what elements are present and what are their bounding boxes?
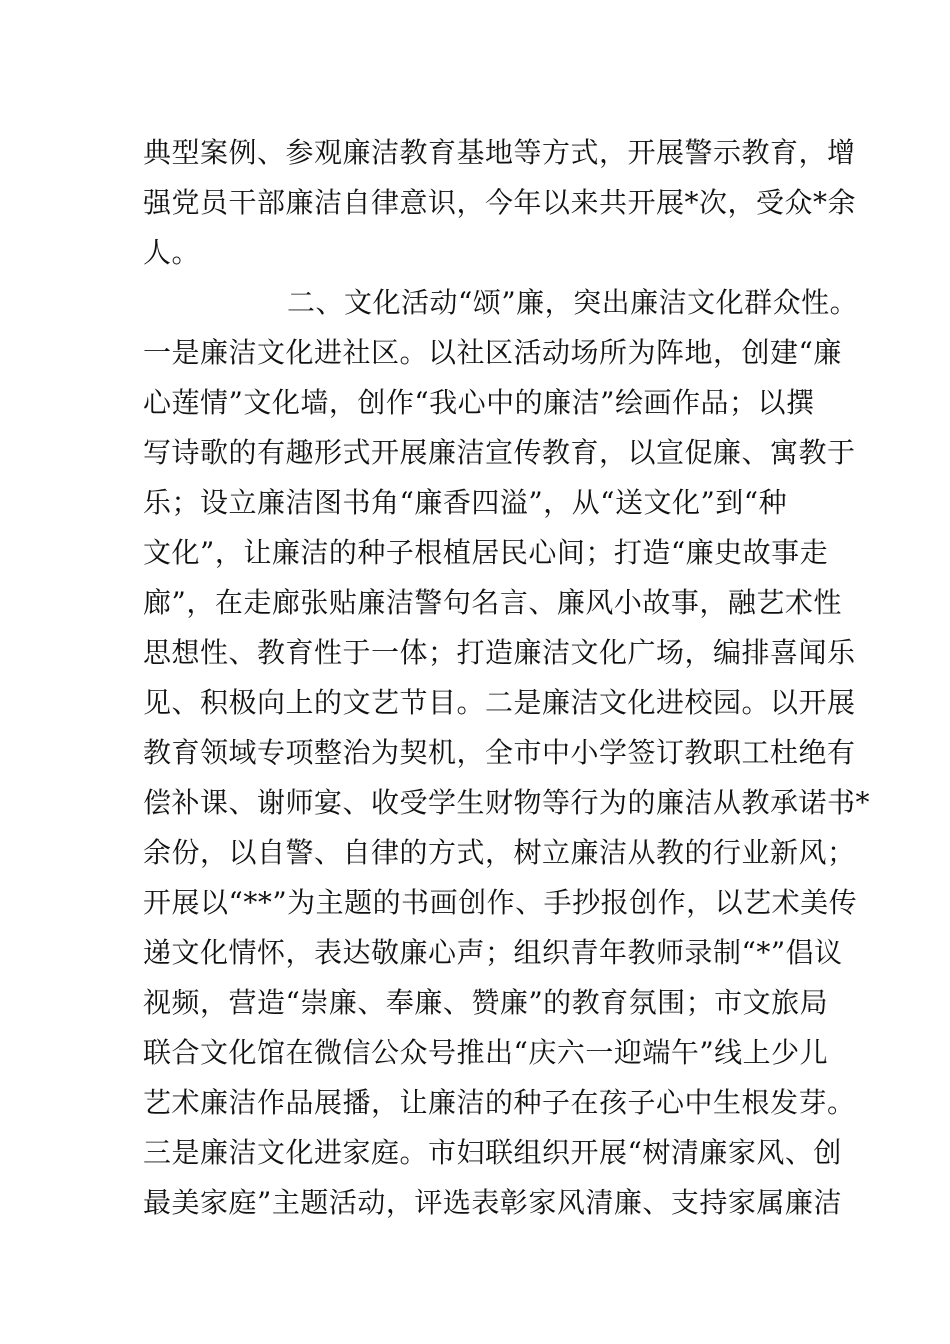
text-line-21: 三是廉洁文化进家庭。市妇联组织开展“树清廉家风、创 xyxy=(143,1136,842,1169)
section-heading: 二、文化活动“颂”廉，突出廉洁文化群众性。 xyxy=(287,286,859,319)
text-line-12: 见、积极向上的文艺节目。二是廉洁文化进校园。以开展 xyxy=(143,686,856,719)
text-line-17: 递文化情怀，表达敬廉心声；组织青年教师录制“*”倡议 xyxy=(143,936,843,969)
text-line-5: 一是廉洁文化进社区。以社区活动场所为阵地，创建“廉 xyxy=(143,336,842,369)
text-line-22: 最美家庭”主题活动，评选表彰家风清廉、支持家属廉洁 xyxy=(143,1186,842,1219)
text-line-6: 心莲情”文化墙，创作“我心中的廉洁”绘画作品；以撰 xyxy=(143,386,815,419)
text-line-7: 写诗歌的有趣形式开展廉洁宣传教育，以宣促廉、寓教于 xyxy=(143,436,856,469)
text-line-10: 廊”，在走廊张贴廉洁警句名言、廉风小故事，融艺术性 xyxy=(143,586,842,619)
text-line-20: 艺术廉洁作品展播，让廉洁的种子在孩子心中生根发芽。 xyxy=(143,1086,856,1119)
text-line-15: 余份，以自警、自律的方式，树立廉洁从教的行业新风； xyxy=(143,836,856,869)
text-line-13: 教育领域专项整治为契机，全市中小学签订教职工杜绝有 xyxy=(143,736,856,769)
text-line-8: 乐；设立廉洁图书角“廉香四溢”，从“送文化”到“种 xyxy=(143,486,788,519)
text-line-18: 视频，营造“崇廉、奉廉、赞廉”的教育氛围；市文旅局 xyxy=(143,986,829,1019)
text-line-9: 文化”，让廉洁的种子根植居民心间；打造“廉史故事走 xyxy=(143,536,829,569)
text-line-16: 开展以“**”为主题的书画创作、手抄报创作，以艺术美传 xyxy=(143,886,858,919)
text-line-14: 偿补课、谢师宴、收受学生财物等行为的廉洁从教承诺书* xyxy=(143,786,871,819)
text-line-1: 典型案例、参观廉洁教育基地等方式，开展警示教育，增 xyxy=(143,136,856,169)
text-line-3: 人。 xyxy=(143,236,201,269)
text-line-2: 强党员干部廉洁自律意识，今年以来共开展*次，受众*余 xyxy=(143,186,857,219)
text-line-19: 联合文化馆在微信公众号推出“庆六一迎端午”线上少儿 xyxy=(143,1036,829,1069)
text-line-11: 思想性、教育性于一体；打造廉洁文化广场，编排喜闻乐 xyxy=(143,636,856,669)
